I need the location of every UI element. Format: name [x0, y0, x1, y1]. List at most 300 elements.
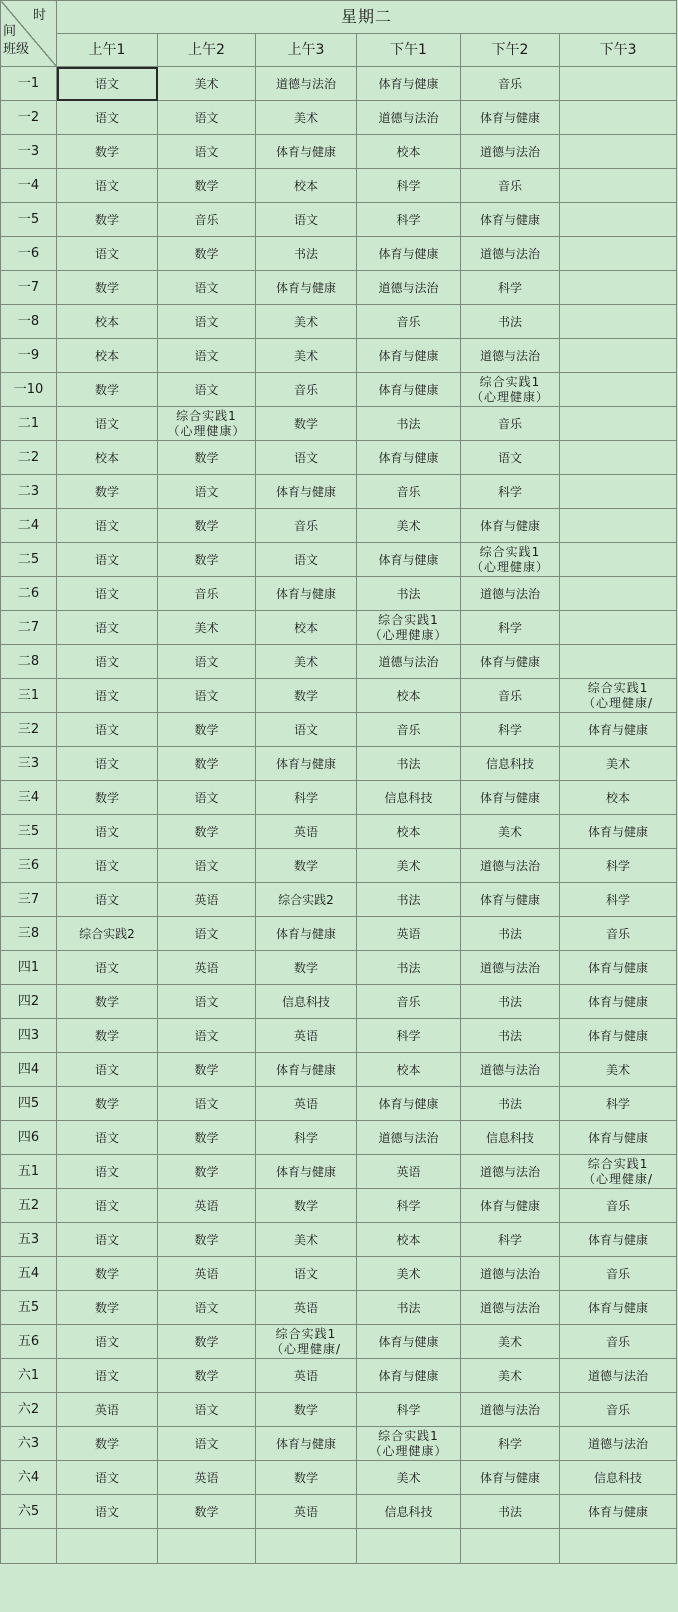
- subject-cell[interactable]: 语文: [158, 339, 256, 373]
- subject-cell[interactable]: [560, 679, 677, 713]
- subject-cell[interactable]: [357, 1427, 461, 1461]
- class-name-cell[interactable]: 五5: [1, 1291, 57, 1325]
- subject-cell[interactable]: 数学: [158, 815, 256, 849]
- subject-cell[interactable]: 数学: [158, 1121, 256, 1155]
- subject-cell[interactable]: 校本: [57, 441, 158, 475]
- subject-cell[interactable]: 体育与健康: [461, 1189, 560, 1223]
- empty-cell[interactable]: [57, 1529, 158, 1564]
- empty-cell[interactable]: [158, 1529, 256, 1564]
- subject-cell[interactable]: 数学: [256, 1189, 357, 1223]
- subject-cell[interactable]: 体育与健康: [256, 271, 357, 305]
- period-header-cell[interactable]: 上午1: [57, 34, 158, 67]
- subject-cell[interactable]: 数学: [256, 407, 357, 441]
- subject-cell[interactable]: 音乐: [560, 1189, 677, 1223]
- subject-cell[interactable]: 科学: [357, 203, 461, 237]
- subject-cell[interactable]: 音乐: [256, 509, 357, 543]
- subject-cell[interactable]: 体育与健康: [256, 747, 357, 781]
- subject-cell[interactable]: 语文: [256, 203, 357, 237]
- subject-cell[interactable]: 科学: [461, 475, 560, 509]
- subject-cell[interactable]: 数学: [158, 237, 256, 271]
- class-name-cell[interactable]: 一2: [1, 101, 57, 135]
- subject-cell[interactable]: 体育与健康: [256, 1427, 357, 1461]
- subject-cell[interactable]: 科学: [560, 883, 677, 917]
- subject-cell[interactable]: 语文: [158, 135, 256, 169]
- subject-cell[interactable]: 语文: [256, 1257, 357, 1291]
- subject-cell[interactable]: [560, 543, 677, 577]
- subject-cell[interactable]: 科学: [461, 611, 560, 645]
- subject-cell[interactable]: 体育与健康: [357, 339, 461, 373]
- subject-cell[interactable]: 语文: [57, 645, 158, 679]
- subject-cell[interactable]: 音乐: [560, 1257, 677, 1291]
- subject-cell[interactable]: 语文: [158, 1087, 256, 1121]
- class-name-cell[interactable]: 一5: [1, 203, 57, 237]
- subject-cell[interactable]: 校本: [357, 1223, 461, 1257]
- subject-cell[interactable]: 语文: [158, 475, 256, 509]
- class-name-cell[interactable]: 四3: [1, 1019, 57, 1053]
- subject-cell[interactable]: 语文: [57, 1325, 158, 1359]
- subject-cell[interactable]: [461, 543, 560, 577]
- subject-cell[interactable]: 语文: [158, 781, 256, 815]
- subject-cell[interactable]: 数学: [158, 1359, 256, 1393]
- subject-cell[interactable]: 校本: [357, 815, 461, 849]
- subject-cell[interactable]: 体育与健康: [560, 1019, 677, 1053]
- empty-cell[interactable]: [461, 1529, 560, 1564]
- subject-cell[interactable]: 美术: [461, 1325, 560, 1359]
- subject-cell[interactable]: 体育与健康: [560, 1121, 677, 1155]
- subject-cell[interactable]: 校本: [357, 679, 461, 713]
- subject-cell[interactable]: 科学: [461, 1427, 560, 1461]
- empty-cell[interactable]: [560, 1529, 677, 1564]
- subject-cell[interactable]: 数学: [57, 271, 158, 305]
- subject-cell[interactable]: 体育与健康: [256, 577, 357, 611]
- subject-cell[interactable]: [461, 373, 560, 407]
- subject-cell[interactable]: 科学: [256, 1121, 357, 1155]
- class-name-cell[interactable]: 四6: [1, 1121, 57, 1155]
- subject-cell[interactable]: 道德与法治: [461, 1393, 560, 1427]
- class-name-cell[interactable]: 二5: [1, 543, 57, 577]
- subject-cell[interactable]: 科学: [560, 849, 677, 883]
- subject-cell[interactable]: 体育与健康: [560, 1223, 677, 1257]
- class-name-cell[interactable]: 一10: [1, 373, 57, 407]
- subject-cell[interactable]: [560, 271, 677, 305]
- subject-cell[interactable]: 英语: [256, 1495, 357, 1529]
- subject-cell[interactable]: 英语: [256, 1291, 357, 1325]
- subject-cell[interactable]: 音乐: [357, 713, 461, 747]
- class-name-cell[interactable]: 一3: [1, 135, 57, 169]
- subject-cell[interactable]: 英语: [158, 883, 256, 917]
- class-name-cell[interactable]: 三7: [1, 883, 57, 917]
- subject-cell[interactable]: 美术: [158, 611, 256, 645]
- subject-cell[interactable]: 道德与法治: [357, 101, 461, 135]
- class-name-cell[interactable]: 六1: [1, 1359, 57, 1393]
- subject-cell[interactable]: 英语: [256, 1019, 357, 1053]
- class-name-cell[interactable]: 三8: [1, 917, 57, 951]
- subject-cell[interactable]: [560, 407, 677, 441]
- period-header-cell[interactable]: 下午3: [560, 34, 677, 67]
- subject-cell[interactable]: 音乐: [560, 1325, 677, 1359]
- subject-cell[interactable]: 音乐: [357, 985, 461, 1019]
- subject-cell[interactable]: 美术: [256, 305, 357, 339]
- subject-cell[interactable]: 英语: [256, 1087, 357, 1121]
- subject-cell[interactable]: 书法: [357, 1291, 461, 1325]
- subject-cell[interactable]: 语文: [158, 1291, 256, 1325]
- subject-cell[interactable]: 信息科技: [357, 781, 461, 815]
- class-name-cell[interactable]: 一6: [1, 237, 57, 271]
- subject-cell[interactable]: 语文: [57, 1053, 158, 1087]
- subject-cell[interactable]: 书法: [357, 747, 461, 781]
- subject-cell[interactable]: [560, 305, 677, 339]
- class-name-cell[interactable]: 二2: [1, 441, 57, 475]
- subject-cell[interactable]: 体育与健康: [461, 645, 560, 679]
- subject-cell[interactable]: 校本: [57, 305, 158, 339]
- subject-cell[interactable]: 语文: [158, 373, 256, 407]
- subject-cell[interactable]: 体育与健康: [560, 713, 677, 747]
- subject-cell[interactable]: 语文: [158, 679, 256, 713]
- subject-cell[interactable]: 数学: [57, 1019, 158, 1053]
- subject-cell[interactable]: 语文: [57, 67, 158, 101]
- subject-cell[interactable]: 语文: [57, 679, 158, 713]
- subject-cell[interactable]: 数学: [158, 1223, 256, 1257]
- subject-cell[interactable]: 体育与健康: [560, 1291, 677, 1325]
- subject-cell[interactable]: [560, 645, 677, 679]
- subject-cell[interactable]: 体育与健康: [461, 203, 560, 237]
- subject-cell[interactable]: 语文: [158, 1393, 256, 1427]
- subject-cell[interactable]: 语文: [158, 305, 256, 339]
- subject-cell[interactable]: 数学: [256, 1393, 357, 1427]
- subject-cell[interactable]: 体育与健康: [461, 509, 560, 543]
- subject-cell[interactable]: 美术: [357, 509, 461, 543]
- subject-cell[interactable]: 数学: [158, 747, 256, 781]
- subject-cell[interactable]: 道德与法治: [461, 237, 560, 271]
- subject-cell[interactable]: 语文: [57, 169, 158, 203]
- subject-cell[interactable]: 体育与健康: [256, 1053, 357, 1087]
- subject-cell[interactable]: 书法: [357, 883, 461, 917]
- subject-cell[interactable]: 语文: [57, 577, 158, 611]
- subject-cell[interactable]: 音乐: [158, 203, 256, 237]
- class-name-cell[interactable]: 一8: [1, 305, 57, 339]
- subject-cell[interactable]: 道德与法治: [357, 1121, 461, 1155]
- subject-cell[interactable]: 信息科技: [256, 985, 357, 1019]
- empty-cell[interactable]: [357, 1529, 461, 1564]
- subject-cell[interactable]: 音乐: [560, 917, 677, 951]
- subject-cell[interactable]: 科学: [357, 1019, 461, 1053]
- subject-cell[interactable]: 语文: [57, 1495, 158, 1529]
- subject-cell[interactable]: [560, 475, 677, 509]
- subject-cell[interactable]: 英语: [158, 1189, 256, 1223]
- subject-cell[interactable]: 道德与法治: [461, 135, 560, 169]
- subject-cell[interactable]: 语文: [57, 407, 158, 441]
- class-name-cell[interactable]: 三2: [1, 713, 57, 747]
- subject-cell[interactable]: 语文: [158, 985, 256, 1019]
- subject-cell[interactable]: [560, 101, 677, 135]
- subject-cell[interactable]: 道德与法治: [461, 1155, 560, 1189]
- subject-cell[interactable]: 美术: [256, 645, 357, 679]
- subject-cell[interactable]: 体育与健康: [461, 1461, 560, 1495]
- subject-cell[interactable]: 体育与健康: [461, 883, 560, 917]
- class-name-cell[interactable]: 四5: [1, 1087, 57, 1121]
- subject-cell[interactable]: [560, 339, 677, 373]
- class-name-cell[interactable]: 四1: [1, 951, 57, 985]
- subject-cell[interactable]: 数学: [57, 1257, 158, 1291]
- period-header-cell[interactable]: 下午2: [461, 34, 560, 67]
- class-name-cell[interactable]: 五3: [1, 1223, 57, 1257]
- subject-cell[interactable]: 道德与法治: [461, 339, 560, 373]
- subject-cell[interactable]: 书法: [461, 1087, 560, 1121]
- subject-cell[interactable]: 体育与健康: [256, 917, 357, 951]
- subject-cell[interactable]: 英语: [357, 917, 461, 951]
- subject-cell[interactable]: 语文: [57, 611, 158, 645]
- class-name-cell[interactable]: 一7: [1, 271, 57, 305]
- subject-cell[interactable]: 美术: [461, 815, 560, 849]
- subject-cell[interactable]: 语文: [256, 543, 357, 577]
- subject-cell[interactable]: 数学: [158, 441, 256, 475]
- class-name-cell[interactable]: 三4: [1, 781, 57, 815]
- subject-cell[interactable]: 音乐: [158, 577, 256, 611]
- subject-cell[interactable]: 语文: [57, 237, 158, 271]
- class-name-cell[interactable]: 三3: [1, 747, 57, 781]
- subject-cell[interactable]: 数学: [256, 1461, 357, 1495]
- subject-cell[interactable]: 道德与法治: [560, 1427, 677, 1461]
- subject-cell[interactable]: 语文: [57, 101, 158, 135]
- subject-cell[interactable]: 体育与健康: [357, 373, 461, 407]
- class-name-cell[interactable]: 二6: [1, 577, 57, 611]
- subject-cell[interactable]: 数学: [158, 1155, 256, 1189]
- subject-cell[interactable]: 数学: [158, 713, 256, 747]
- subject-cell[interactable]: 数学: [158, 509, 256, 543]
- subject-cell[interactable]: 道德与法治: [461, 849, 560, 883]
- class-name-cell[interactable]: 六3: [1, 1427, 57, 1461]
- subject-cell[interactable]: 数学: [256, 951, 357, 985]
- subject-cell[interactable]: 语文: [158, 917, 256, 951]
- subject-cell[interactable]: 语文: [57, 1121, 158, 1155]
- subject-cell[interactable]: 语文: [57, 1189, 158, 1223]
- class-name-cell[interactable]: 二4: [1, 509, 57, 543]
- subject-cell[interactable]: 数学: [57, 985, 158, 1019]
- period-header-cell[interactable]: 上午2: [158, 34, 256, 67]
- subject-cell[interactable]: 美术: [560, 1053, 677, 1087]
- subject-cell[interactable]: 语文: [57, 1223, 158, 1257]
- subject-cell[interactable]: [560, 169, 677, 203]
- subject-cell[interactable]: 语文: [57, 713, 158, 747]
- subject-cell[interactable]: [560, 1155, 677, 1189]
- subject-cell[interactable]: 数学: [57, 1427, 158, 1461]
- class-name-cell[interactable]: 五2: [1, 1189, 57, 1223]
- subject-cell[interactable]: 英语: [158, 1461, 256, 1495]
- class-name-cell[interactable]: 三5: [1, 815, 57, 849]
- class-name-cell[interactable]: 四4: [1, 1053, 57, 1087]
- subject-cell[interactable]: 校本: [560, 781, 677, 815]
- subject-cell[interactable]: 音乐: [256, 373, 357, 407]
- subject-cell[interactable]: 数学: [158, 1053, 256, 1087]
- class-name-cell[interactable]: 三1: [1, 679, 57, 713]
- subject-cell[interactable]: 书法: [357, 951, 461, 985]
- subject-cell[interactable]: 道德与法治: [357, 645, 461, 679]
- subject-cell[interactable]: 校本: [256, 611, 357, 645]
- class-name-cell[interactable]: 六4: [1, 1461, 57, 1495]
- subject-cell[interactable]: 综合实践2: [57, 917, 158, 951]
- subject-cell[interactable]: 美术: [357, 1257, 461, 1291]
- subject-cell[interactable]: 语文: [57, 883, 158, 917]
- class-name-cell[interactable]: 五4: [1, 1257, 57, 1291]
- subject-cell[interactable]: 道德与法治: [357, 271, 461, 305]
- subject-cell[interactable]: 体育与健康: [560, 815, 677, 849]
- class-name-cell[interactable]: 五6: [1, 1325, 57, 1359]
- subject-cell[interactable]: 书法: [357, 407, 461, 441]
- subject-cell[interactable]: 道德与法治: [256, 67, 357, 101]
- subject-cell[interactable]: 语文: [461, 441, 560, 475]
- subject-cell[interactable]: 音乐: [357, 475, 461, 509]
- subject-cell[interactable]: 科学: [560, 1087, 677, 1121]
- subject-cell[interactable]: 英语: [158, 951, 256, 985]
- subject-cell[interactable]: 数学: [57, 373, 158, 407]
- subject-cell[interactable]: 书法: [256, 237, 357, 271]
- subject-cell[interactable]: 语文: [57, 509, 158, 543]
- subject-cell[interactable]: 语文: [158, 101, 256, 135]
- subject-cell[interactable]: 数学: [158, 543, 256, 577]
- subject-cell[interactable]: 书法: [357, 577, 461, 611]
- subject-cell[interactable]: 信息科技: [461, 747, 560, 781]
- subject-cell[interactable]: 数学: [158, 169, 256, 203]
- subject-cell[interactable]: 美术: [357, 1461, 461, 1495]
- subject-cell[interactable]: 美术: [256, 101, 357, 135]
- subject-cell[interactable]: 美术: [256, 339, 357, 373]
- subject-cell[interactable]: 体育与健康: [357, 543, 461, 577]
- subject-cell[interactable]: 数学: [57, 781, 158, 815]
- subject-cell[interactable]: 道德与法治: [461, 577, 560, 611]
- subject-cell[interactable]: 校本: [357, 135, 461, 169]
- subject-cell[interactable]: 语文: [256, 713, 357, 747]
- subject-cell[interactable]: 体育与健康: [256, 135, 357, 169]
- class-name-cell[interactable]: 六5: [1, 1495, 57, 1529]
- subject-cell[interactable]: 语文: [158, 271, 256, 305]
- class-name-cell[interactable]: 一9: [1, 339, 57, 373]
- subject-cell[interactable]: 数学: [158, 1325, 256, 1359]
- subject-cell[interactable]: 体育与健康: [357, 1359, 461, 1393]
- subject-cell[interactable]: 美术: [560, 747, 677, 781]
- subject-cell[interactable]: [560, 203, 677, 237]
- class-name-cell[interactable]: 三6: [1, 849, 57, 883]
- empty-cell[interactable]: [1, 1529, 57, 1564]
- subject-cell[interactable]: 数学: [57, 475, 158, 509]
- subject-cell[interactable]: 科学: [357, 1393, 461, 1427]
- subject-cell[interactable]: 语文: [57, 849, 158, 883]
- corner-header-cell[interactable]: [1, 1, 57, 67]
- subject-cell[interactable]: 语文: [57, 951, 158, 985]
- subject-cell[interactable]: 体育与健康: [357, 67, 461, 101]
- subject-cell[interactable]: 数学: [256, 849, 357, 883]
- subject-cell[interactable]: 语文: [57, 815, 158, 849]
- subject-cell[interactable]: 语文: [57, 747, 158, 781]
- subject-cell[interactable]: 道德与法治: [461, 1291, 560, 1325]
- subject-cell[interactable]: 体育与健康: [357, 441, 461, 475]
- class-name-cell[interactable]: 一4: [1, 169, 57, 203]
- subject-cell[interactable]: 语文: [256, 441, 357, 475]
- class-name-cell[interactable]: 六2: [1, 1393, 57, 1427]
- period-header-cell[interactable]: 下午1: [357, 34, 461, 67]
- subject-cell[interactable]: 英语: [57, 1393, 158, 1427]
- subject-cell[interactable]: [560, 441, 677, 475]
- subject-cell[interactable]: 体育与健康: [560, 1495, 677, 1529]
- subject-cell[interactable]: 数学: [57, 1291, 158, 1325]
- subject-cell[interactable]: 美术: [357, 849, 461, 883]
- subject-cell[interactable]: 音乐: [357, 305, 461, 339]
- subject-cell[interactable]: [560, 577, 677, 611]
- subject-cell[interactable]: 语文: [57, 1461, 158, 1495]
- empty-cell[interactable]: [256, 1529, 357, 1564]
- subject-cell[interactable]: [560, 373, 677, 407]
- subject-cell[interactable]: 音乐: [461, 679, 560, 713]
- subject-cell[interactable]: 科学: [357, 1189, 461, 1223]
- subject-cell[interactable]: 音乐: [560, 1393, 677, 1427]
- subject-cell[interactable]: 道德与法治: [560, 1359, 677, 1393]
- subject-cell[interactable]: 校本: [357, 1053, 461, 1087]
- class-name-cell[interactable]: 二3: [1, 475, 57, 509]
- subject-cell[interactable]: 数学: [256, 679, 357, 713]
- class-name-cell[interactable]: 二1: [1, 407, 57, 441]
- subject-cell[interactable]: 信息科技: [461, 1121, 560, 1155]
- subject-cell[interactable]: 数学: [57, 1087, 158, 1121]
- subject-cell[interactable]: [158, 407, 256, 441]
- subject-cell[interactable]: 校本: [256, 169, 357, 203]
- subject-cell[interactable]: 信息科技: [357, 1495, 461, 1529]
- class-name-cell[interactable]: 二7: [1, 611, 57, 645]
- subject-cell[interactable]: 语文: [158, 849, 256, 883]
- subject-cell[interactable]: 书法: [461, 305, 560, 339]
- subject-cell[interactable]: 科学: [461, 271, 560, 305]
- subject-cell[interactable]: 书法: [461, 985, 560, 1019]
- subject-cell[interactable]: 美术: [158, 67, 256, 101]
- subject-cell[interactable]: 体育与健康: [357, 237, 461, 271]
- subject-cell[interactable]: 语文: [57, 543, 158, 577]
- subject-cell[interactable]: 体育与健康: [357, 1325, 461, 1359]
- subject-cell[interactable]: [560, 67, 677, 101]
- day-title-cell[interactable]: 星期二: [57, 1, 677, 34]
- subject-cell[interactable]: 语文: [158, 645, 256, 679]
- class-name-cell[interactable]: 一1: [1, 67, 57, 101]
- subject-cell[interactable]: 美术: [256, 1223, 357, 1257]
- subject-cell[interactable]: [256, 1325, 357, 1359]
- subject-cell[interactable]: 书法: [461, 917, 560, 951]
- subject-cell[interactable]: 音乐: [461, 169, 560, 203]
- subject-cell[interactable]: 体育与健康: [256, 475, 357, 509]
- subject-cell[interactable]: 体育与健康: [256, 1155, 357, 1189]
- subject-cell[interactable]: 体育与健康: [560, 985, 677, 1019]
- subject-cell[interactable]: [560, 135, 677, 169]
- period-header-cell[interactable]: 上午3: [256, 34, 357, 67]
- subject-cell[interactable]: 道德与法治: [461, 951, 560, 985]
- subject-cell[interactable]: 道德与法治: [461, 1053, 560, 1087]
- class-name-cell[interactable]: 二8: [1, 645, 57, 679]
- subject-cell[interactable]: 体育与健康: [461, 781, 560, 815]
- subject-cell[interactable]: 科学: [461, 1223, 560, 1257]
- subject-cell[interactable]: 科学: [357, 169, 461, 203]
- subject-cell[interactable]: 音乐: [461, 67, 560, 101]
- subject-cell[interactable]: 语文: [158, 1019, 256, 1053]
- subject-cell[interactable]: 道德与法治: [461, 1257, 560, 1291]
- subject-cell[interactable]: 数学: [57, 203, 158, 237]
- subject-cell[interactable]: 科学: [256, 781, 357, 815]
- subject-cell[interactable]: [560, 611, 677, 645]
- subject-cell[interactable]: [357, 611, 461, 645]
- subject-cell[interactable]: 书法: [461, 1019, 560, 1053]
- subject-cell[interactable]: 语文: [158, 1427, 256, 1461]
- subject-cell[interactable]: [560, 237, 677, 271]
- subject-cell[interactable]: 综合实践2: [256, 883, 357, 917]
- subject-cell[interactable]: 语文: [57, 1155, 158, 1189]
- subject-cell[interactable]: 英语: [256, 1359, 357, 1393]
- subject-cell[interactable]: [560, 509, 677, 543]
- subject-cell[interactable]: 体育与健康: [461, 101, 560, 135]
